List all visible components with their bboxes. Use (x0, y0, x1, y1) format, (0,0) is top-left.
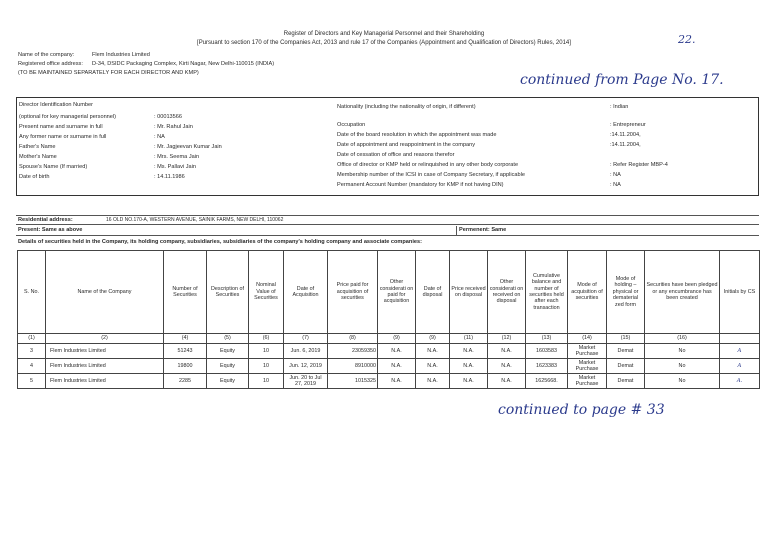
cell-sno: 4 (18, 359, 46, 374)
cell-other-received: N.A. (488, 359, 526, 374)
cell-disposal-date: N.A. (416, 374, 450, 389)
col-number: (4) (164, 334, 207, 344)
field-former-name-label: Any former name or surname in full (19, 134, 107, 140)
field-other-office-value: : Refer Register MBP-4 (610, 162, 668, 168)
page-number: 22. (678, 33, 696, 46)
field-appointment-value: :14.11.2004, (610, 142, 641, 148)
col-header: Mode of acquisition of securities (568, 251, 607, 334)
cell-initials: A. (720, 374, 760, 389)
cell-mode-holding: Demat (607, 374, 645, 389)
col-header: Nominal Value of Securities (249, 251, 284, 334)
col-header: Cumulative balance and number of securities held after each transaction (526, 251, 568, 334)
col-header: S. No. (18, 251, 46, 334)
col-number: (9) (378, 334, 416, 344)
col-number: (14) (568, 334, 607, 344)
field-occupation-value: : Entrepreneur (610, 122, 646, 128)
field-present-name-label: Present name and surname in full (19, 124, 103, 130)
cell-other-paid: N.A. (378, 344, 416, 359)
securities-table (17, 250, 760, 389)
col-number: (15) (607, 334, 645, 344)
col-header: Number of Securities (164, 251, 207, 334)
col-number: (5) (207, 334, 249, 344)
address-divider (456, 226, 457, 236)
cell-company: Flem Industries Limited (46, 359, 164, 374)
table-number-row (18, 334, 760, 344)
field-mother-value: : Mrs. Seema Jain (154, 154, 200, 160)
field-other-office-label: Office of director or KMP held or relinquished in any other body corporate (337, 162, 519, 168)
present-address: Present: Same as above (18, 227, 83, 233)
field-pan-label: Permanent Account Number (mandatory for KMP if not having DIN) (337, 182, 504, 188)
cell-date: Jun. 20 to Jul 27, 2019 (284, 374, 328, 389)
table-header-row (18, 251, 760, 334)
cell-cumulative: 1623383 (526, 359, 568, 374)
field-board-resolution-label: Date of the board resolution in which the appointment was made (337, 132, 497, 138)
col-number: (6) (249, 334, 284, 344)
field-former-name-value: : NA (154, 134, 165, 140)
col-header: Price received on disposal (450, 251, 488, 334)
cell-price-received: N.A. (450, 359, 488, 374)
cell-date: Jun. 12, 2019 (284, 359, 328, 374)
col-number: (12) (488, 334, 526, 344)
field-spouse-value: : Ms. Pallavi Jain (154, 164, 196, 170)
cell-description: Equity (207, 374, 249, 389)
cell-price: 8910000 (328, 359, 378, 374)
cell-number: 19800 (164, 359, 207, 374)
field-pan-value: : NA (610, 182, 621, 188)
cell-initials: A (720, 344, 760, 359)
register-title: Register of Directors and Key Managerial Personnel and their Shareholding (283, 31, 485, 37)
field-din-value: : 00013566 (154, 114, 182, 120)
cell-cumulative: 1625668. (526, 374, 568, 389)
col-header: Mode of holding – physical or dematerial zed form (607, 251, 645, 334)
cell-number: 2285 (164, 374, 207, 389)
table-row (18, 344, 760, 359)
cell-mode-acq: Market Purchase (568, 344, 607, 359)
company-name-value: Flem Industries Limited (92, 52, 150, 58)
field-occupation-label: Occupation (337, 122, 366, 128)
col-header: Other considerati on received on disposal (488, 251, 526, 334)
cell-number: 51243 (164, 344, 207, 359)
field-board-resolution-value: :14.11.2004, (610, 132, 641, 138)
field-present-name-value: : Mr. Rahul Jain (154, 124, 193, 130)
cell-description: Equity (207, 359, 249, 374)
table-row (18, 374, 760, 389)
field-dob-value: : 14.11.1986 (154, 174, 185, 180)
col-header: Price paid for acquisition of securities (328, 251, 378, 334)
cell-other-paid: N.A. (378, 374, 416, 389)
cell-sno: 3 (18, 344, 46, 359)
cell-pledged: No (645, 359, 720, 374)
table-row (18, 359, 760, 374)
cell-nominal: 10 (249, 359, 284, 374)
cell-mode-holding: Demat (607, 359, 645, 374)
field-dob-label: Date of birth (19, 174, 50, 180)
residential-address-row (16, 215, 759, 225)
residential-address-label: Residential address: (18, 217, 73, 223)
field-nationality-value: : Indian (610, 104, 629, 110)
cell-price-received: N.A. (450, 344, 488, 359)
col-header: Other considerati on paid for acquisition (378, 251, 416, 334)
field-spouse-label: Spouse's Name (If married) (19, 164, 88, 170)
present-permanent-row (16, 226, 759, 236)
continued-from-note: continued from Page No. 17. (520, 72, 724, 88)
cell-disposal-date: N.A. (416, 359, 450, 374)
col-header: Name of the Company (46, 251, 164, 334)
cell-disposal-date: N.A. (416, 344, 450, 359)
col-number: (9) (416, 334, 450, 344)
director-details-box (16, 97, 759, 196)
securities-section-title: Details of securities held in the Company, its holding company, subsidiaries, subsidiaries of the company's holding company and associate companies: (18, 239, 422, 245)
col-header: Initials by CS (720, 251, 760, 334)
office-address-value: D-34, DSIDC Packaging Complex, Kirti Nagar, New Delhi-110015 (INDIA) (92, 61, 275, 67)
continued-to-note: continued to page # 33 (498, 402, 665, 418)
cell-mode-holding: Demat (607, 344, 645, 359)
cell-company: Flem Industries Limited (46, 374, 164, 389)
field-mother-label: Mother's Name (19, 154, 57, 160)
cell-initials: A (720, 359, 760, 374)
col-number: (2) (46, 334, 164, 344)
col-number: (1) (18, 334, 46, 344)
maintain-note: (TO BE MAINTAINED SEPARATELY FOR EACH DIRECTOR AND KMP) (18, 70, 199, 76)
field-cessation-label: Date of cessation of office and reasons therefor (337, 152, 455, 158)
cell-pledged: No (645, 374, 720, 389)
cell-company: Flem Industries Limited (46, 344, 164, 359)
cell-mode-acq: Market Purchase (568, 374, 607, 389)
field-nationality-label: Nationality (including the nationality of origin, if different) (337, 104, 476, 110)
cell-date: Jun. 6, 2019 (284, 344, 328, 359)
col-number (720, 334, 760, 344)
company-name-label: Name of the company: (18, 52, 75, 58)
col-header: Date of disposal (416, 251, 450, 334)
register-subtitle: [Pursuant to section 170 of the Companies Act, 2013 and rule 17 of the Companies (Appointment and Qualification of Directors) Rules, 2014] (197, 40, 571, 46)
cell-nominal: 10 (249, 374, 284, 389)
residential-address-value: 16 OLD NO.170-A, WESTERN AVENUE, SAINIK FARMS, NEW DELHI, 110062 (106, 217, 284, 223)
cell-sno: 5 (18, 374, 46, 389)
cell-other-received: N.A. (488, 374, 526, 389)
col-number: (8) (328, 334, 378, 344)
field-appointment-label: Date of appointment and reappointment in the company (337, 142, 476, 148)
cell-cumulative: 1603583 (526, 344, 568, 359)
field-din-label: Director Identification Number (19, 102, 93, 108)
col-number: (11) (450, 334, 488, 344)
field-icsi-label: Membership number of the ICSI in case of Company Secretary, if applicable (337, 172, 525, 178)
cell-pledged: No (645, 344, 720, 359)
cell-price: 23059350 (328, 344, 378, 359)
col-number: (7) (284, 334, 328, 344)
col-header: Securities have been pledged or any encumbrance has been created (645, 251, 720, 334)
col-number: (13) (526, 334, 568, 344)
field-father-label: Father's Name (19, 144, 56, 150)
cell-other-received: N.A. (488, 344, 526, 359)
field-din-optional-label: (optional for key managerial personnel) (19, 114, 117, 120)
field-icsi-value: : NA (610, 172, 621, 178)
col-header: Date of Acquisition (284, 251, 328, 334)
col-number: (16) (645, 334, 720, 344)
cell-price: 1015325 (328, 374, 378, 389)
permanent-address: Permenent: Same (459, 227, 507, 233)
cell-mode-acq: Market Purchase (568, 359, 607, 374)
cell-nominal: 10 (249, 344, 284, 359)
field-father-value: : Mr. Jagjeevan Kumar Jain (154, 144, 222, 150)
col-header: Description of Securities (207, 251, 249, 334)
cell-other-paid: N.A. (378, 359, 416, 374)
cell-description: Equity (207, 344, 249, 359)
cell-price-received: N.A. (450, 374, 488, 389)
office-address-label: Registered office address: (18, 61, 83, 67)
